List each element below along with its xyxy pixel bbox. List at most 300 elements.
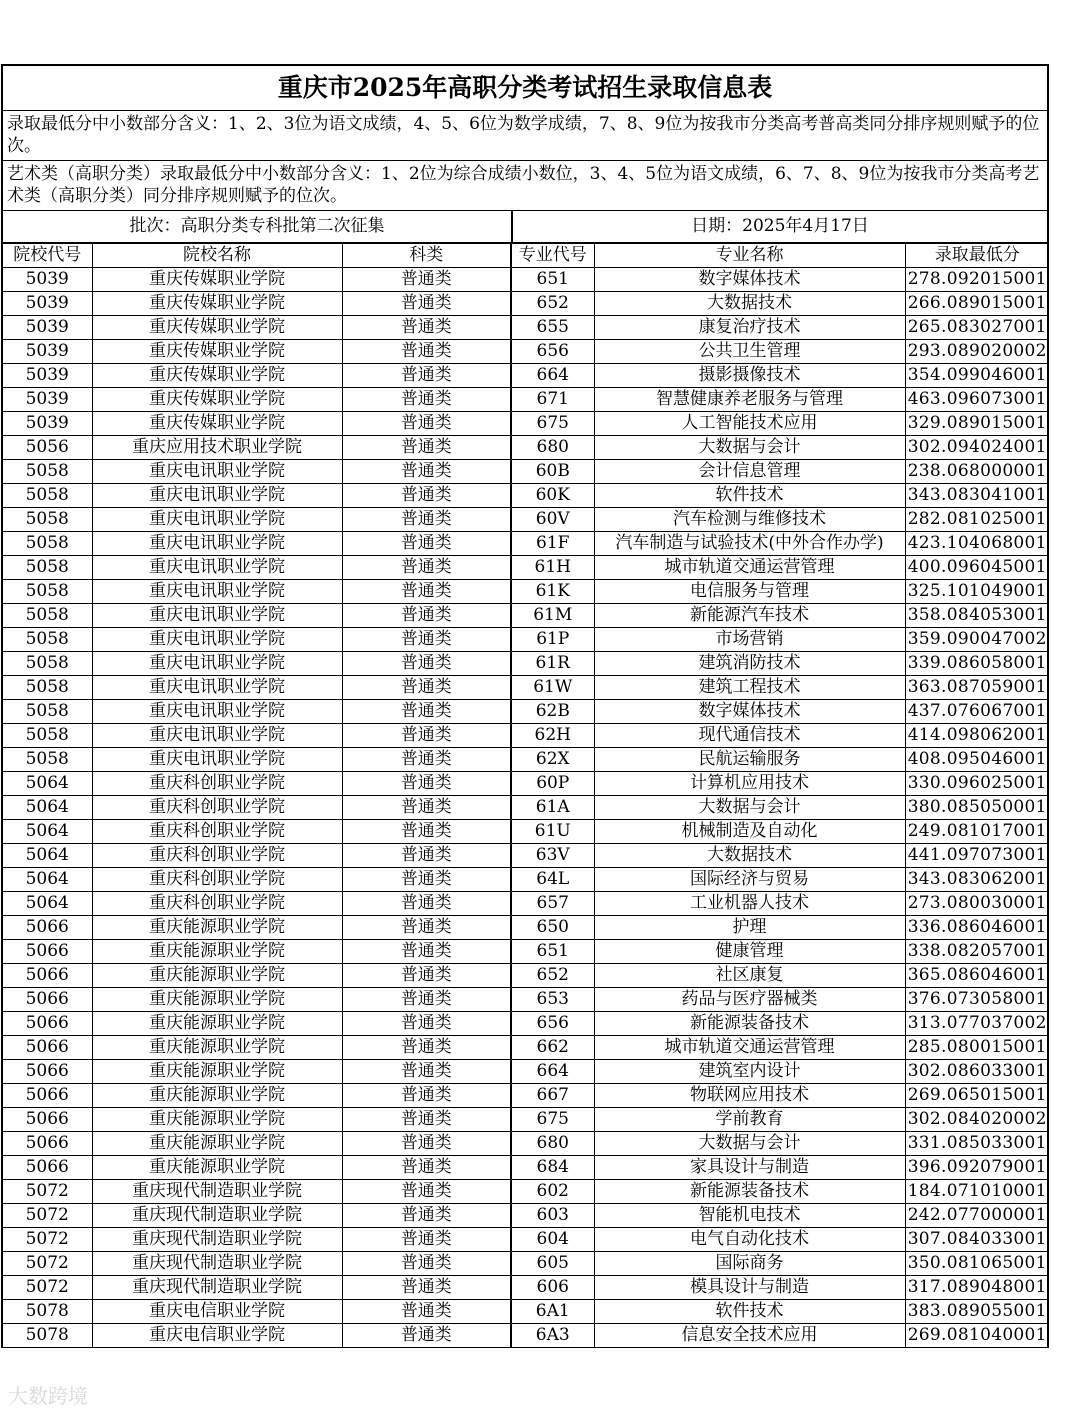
table-row — [3, 1132, 1049, 1156]
cell-major-code: 6A3 — [511, 1324, 594, 1348]
cell-category: 普通类 — [342, 388, 511, 412]
cell-category: 普通类 — [342, 820, 511, 844]
cell-major-name: 建筑工程技术 — [594, 676, 905, 700]
cell-min-score: 339.086058001 — [905, 652, 1049, 676]
cell-major-name: 社区康复 — [594, 964, 905, 988]
cell-major-code: 64L — [511, 868, 594, 892]
table-row — [3, 1276, 1049, 1300]
cell-school-name: 重庆电讯职业学院 — [92, 484, 342, 508]
cell-school-code: 5058 — [3, 676, 92, 700]
cell-school-name: 重庆电讯职业学院 — [92, 580, 342, 604]
table-row — [3, 868, 1049, 892]
cell-major-code: 60V — [511, 508, 594, 532]
admission-table — [3, 243, 1049, 1348]
cell-min-score: 302.086033001 — [905, 1060, 1049, 1084]
cell-min-score: 343.083041001 — [905, 484, 1049, 508]
cell-school-code: 5039 — [3, 292, 92, 316]
cell-category: 普通类 — [342, 556, 511, 580]
cell-min-score: 350.081065001 — [905, 1252, 1049, 1276]
cell-major-name: 护理 — [594, 916, 905, 940]
cell-school-name: 重庆科创职业学院 — [92, 868, 342, 892]
cell-category: 普通类 — [342, 1252, 511, 1276]
cell-category: 普通类 — [342, 364, 511, 388]
cell-school-name: 重庆传媒职业学院 — [92, 316, 342, 340]
cell-category: 普通类 — [342, 964, 511, 988]
table-row — [3, 940, 1049, 964]
cell-min-score: 325.101049001 — [905, 580, 1049, 604]
cell-category: 普通类 — [342, 676, 511, 700]
table-row — [3, 1252, 1049, 1276]
cell-major-code: 61R — [511, 652, 594, 676]
cell-major-name: 数字媒体技术 — [594, 700, 905, 724]
cell-major-code: 606 — [511, 1276, 594, 1300]
cell-min-score: 363.087059001 — [905, 676, 1049, 700]
cell-school-code: 5058 — [3, 748, 92, 772]
cell-min-score: 307.084033001 — [905, 1228, 1049, 1252]
cell-school-name: 重庆电讯职业学院 — [92, 556, 342, 580]
cell-category: 普通类 — [342, 604, 511, 628]
table-row — [3, 364, 1049, 388]
cell-major-code: 61U — [511, 820, 594, 844]
cell-min-score: 354.099046001 — [905, 364, 1049, 388]
cell-school-name: 重庆科创职业学院 — [92, 772, 342, 796]
cell-school-code: 5066 — [3, 964, 92, 988]
cell-category: 普通类 — [342, 1180, 511, 1204]
cell-min-score: 302.084020002 — [905, 1108, 1049, 1132]
table-row — [3, 1324, 1049, 1348]
cell-school-code: 5058 — [3, 652, 92, 676]
table-row — [3, 1156, 1049, 1180]
cell-category: 普通类 — [342, 796, 511, 820]
cell-category: 普通类 — [342, 436, 511, 460]
table-row — [3, 796, 1049, 820]
cell-school-name: 重庆电讯职业学院 — [92, 460, 342, 484]
cell-major-name: 人工智能技术应用 — [594, 412, 905, 436]
cell-major-name: 大数据与会计 — [594, 796, 905, 820]
cell-school-code: 5039 — [3, 316, 92, 340]
cell-school-name: 重庆电信职业学院 — [92, 1300, 342, 1324]
cell-school-code: 5066 — [3, 1060, 92, 1084]
cell-major-name: 国际经济与贸易 — [594, 868, 905, 892]
cell-school-name: 重庆现代制造职业学院 — [92, 1252, 342, 1276]
cell-school-code: 5058 — [3, 532, 92, 556]
cell-min-score: 343.083062001 — [905, 868, 1049, 892]
table-row — [3, 964, 1049, 988]
cell-major-name: 公共卫生管理 — [594, 340, 905, 364]
table-row — [3, 292, 1049, 316]
cell-school-code: 5078 — [3, 1300, 92, 1324]
cell-school-code: 5072 — [3, 1180, 92, 1204]
cell-school-name: 重庆电讯职业学院 — [92, 628, 342, 652]
cell-major-name: 工业机器人技术 — [594, 892, 905, 916]
header-major-name: 专业名称 — [594, 244, 905, 268]
cell-min-score: 358.084053001 — [905, 604, 1049, 628]
cell-school-name: 重庆传媒职业学院 — [92, 292, 342, 316]
cell-school-name: 重庆电讯职业学院 — [92, 508, 342, 532]
cell-major-name: 汽车检测与维修技术 — [594, 508, 905, 532]
table-row — [3, 388, 1049, 412]
cell-major-name: 大数据与会计 — [594, 436, 905, 460]
cell-school-code: 5066 — [3, 916, 92, 940]
cell-school-name: 重庆能源职业学院 — [92, 1156, 342, 1180]
cell-major-name: 会计信息管理 — [594, 460, 905, 484]
cell-major-name: 大数据技术 — [594, 292, 905, 316]
cell-category: 普通类 — [342, 532, 511, 556]
cell-category: 普通类 — [342, 1276, 511, 1300]
cell-category: 普通类 — [342, 892, 511, 916]
table-row — [3, 604, 1049, 628]
cell-min-score: 336.086046001 — [905, 916, 1049, 940]
cell-major-code: 62B — [511, 700, 594, 724]
cell-major-name: 大数据与会计 — [594, 1132, 905, 1156]
cell-major-code: 664 — [511, 364, 594, 388]
cell-category: 普通类 — [342, 652, 511, 676]
cell-school-code: 5066 — [3, 1036, 92, 1060]
cell-category: 普通类 — [342, 844, 511, 868]
table-row — [3, 1036, 1049, 1060]
cell-major-code: 650 — [511, 916, 594, 940]
cell-category: 普通类 — [342, 1036, 511, 1060]
cell-school-code: 5064 — [3, 820, 92, 844]
cell-major-name: 汽车制造与试验技术(中外合作办学) — [594, 532, 905, 556]
cell-school-code: 5058 — [3, 508, 92, 532]
cell-major-name: 现代通信技术 — [594, 724, 905, 748]
table-row — [3, 1084, 1049, 1108]
cell-school-code: 5066 — [3, 988, 92, 1012]
cell-category: 普通类 — [342, 1060, 511, 1084]
cell-major-name: 数字媒体技术 — [594, 268, 905, 292]
cell-min-score: 282.081025001 — [905, 508, 1049, 532]
cell-major-code: 63V — [511, 844, 594, 868]
cell-min-score: 273.080030001 — [905, 892, 1049, 916]
cell-min-score: 285.080015001 — [905, 1036, 1049, 1060]
table-row — [3, 268, 1049, 292]
cell-category: 普通类 — [342, 1300, 511, 1324]
cell-major-code: 664 — [511, 1060, 594, 1084]
cell-min-score: 441.097073001 — [905, 844, 1049, 868]
cell-major-name: 智能机电技术 — [594, 1204, 905, 1228]
cell-school-name: 重庆科创职业学院 — [92, 844, 342, 868]
cell-major-name: 智慧健康养老服务与管理 — [594, 388, 905, 412]
cell-major-code: 61M — [511, 604, 594, 628]
cell-min-score: 396.092079001 — [905, 1156, 1049, 1180]
cell-major-name: 大数据技术 — [594, 844, 905, 868]
table-row — [3, 556, 1049, 580]
cell-category: 普通类 — [342, 1012, 511, 1036]
cell-major-code: 652 — [511, 292, 594, 316]
cell-major-code: 680 — [511, 1132, 594, 1156]
cell-min-score: 437.076067001 — [905, 700, 1049, 724]
cell-major-name: 信息安全技术应用 — [594, 1324, 905, 1348]
cell-min-score: 330.096025001 — [905, 772, 1049, 796]
table-row — [3, 772, 1049, 796]
table-row — [3, 988, 1049, 1012]
cell-min-score: 423.104068001 — [905, 532, 1049, 556]
cell-school-code: 5078 — [3, 1324, 92, 1348]
cell-school-name: 重庆电信职业学院 — [92, 1324, 342, 1348]
cell-major-code: 6A1 — [511, 1300, 594, 1324]
cell-min-score: 278.092015001 — [905, 268, 1049, 292]
cell-school-name: 重庆能源职业学院 — [92, 1108, 342, 1132]
cell-school-code: 5039 — [3, 412, 92, 436]
cell-major-code: 61H — [511, 556, 594, 580]
art-score-note: 艺术类（高职分类）录取最低分中小数部分含义：1、2位为综合成绩小数位，3、4、5位为语文成绩，6、7、8、9位为按我市分类高考艺术类（高职分类）同分排序规则赋予的位次。 — [3, 161, 1047, 211]
cell-min-score: 269.065015001 — [905, 1084, 1049, 1108]
cell-category: 普通类 — [342, 484, 511, 508]
table-row — [3, 436, 1049, 460]
cell-school-code: 5072 — [3, 1204, 92, 1228]
cell-major-code: 604 — [511, 1228, 594, 1252]
cell-min-score: 380.085050001 — [905, 796, 1049, 820]
cell-major-code: 671 — [511, 388, 594, 412]
cell-min-score: 463.096073001 — [905, 388, 1049, 412]
cell-major-name: 新能源汽车技术 — [594, 604, 905, 628]
cell-major-name: 民航运输服务 — [594, 748, 905, 772]
cell-school-code: 5058 — [3, 460, 92, 484]
admission-sheet — [1, 64, 1049, 1348]
cell-school-name: 重庆能源职业学院 — [92, 940, 342, 964]
cell-school-code: 5064 — [3, 844, 92, 868]
cell-school-code: 5039 — [3, 340, 92, 364]
cell-category: 普通类 — [342, 412, 511, 436]
cell-school-code: 5066 — [3, 1108, 92, 1132]
cell-school-code: 5066 — [3, 1012, 92, 1036]
cell-category: 普通类 — [342, 1228, 511, 1252]
cell-major-name: 摄影摄像技术 — [594, 364, 905, 388]
cell-major-code: 651 — [511, 268, 594, 292]
cell-school-name: 重庆传媒职业学院 — [92, 412, 342, 436]
cell-school-name: 重庆能源职业学院 — [92, 1084, 342, 1108]
cell-category: 普通类 — [342, 748, 511, 772]
cell-school-code: 5058 — [3, 580, 92, 604]
cell-school-code: 5072 — [3, 1276, 92, 1300]
score-note: 录取最低分中小数部分含义：1、2、3位为语文成绩，4、5、6位为数学成绩，7、8、9位为按我市分类高考普高类同分排序规则赋予的位次。 — [3, 111, 1047, 161]
table-row — [3, 412, 1049, 436]
cell-min-score: 331.085033001 — [905, 1132, 1049, 1156]
cell-min-score: 265.083027001 — [905, 316, 1049, 340]
cell-school-name: 重庆电讯职业学院 — [92, 604, 342, 628]
cell-category: 普通类 — [342, 1204, 511, 1228]
cell-school-code: 5064 — [3, 892, 92, 916]
table-row — [3, 484, 1049, 508]
cell-major-code: 61A — [511, 796, 594, 820]
cell-school-name: 重庆传媒职业学院 — [92, 268, 342, 292]
cell-category: 普通类 — [342, 988, 511, 1012]
cell-min-score: 293.089020002 — [905, 340, 1049, 364]
cell-category: 普通类 — [342, 940, 511, 964]
cell-category: 普通类 — [342, 1132, 511, 1156]
cell-school-name: 重庆能源职业学院 — [92, 1060, 342, 1084]
cell-major-name: 城市轨道交通运营管理 — [594, 556, 905, 580]
header-school-code: 院校代号 — [3, 244, 92, 268]
table-row — [3, 1012, 1049, 1036]
cell-major-name: 软件技术 — [594, 484, 905, 508]
cell-min-score: 408.095046001 — [905, 748, 1049, 772]
cell-major-name: 康复治疗技术 — [594, 316, 905, 340]
cell-major-code: 603 — [511, 1204, 594, 1228]
cell-school-name: 重庆现代制造职业学院 — [92, 1180, 342, 1204]
cell-school-code: 5058 — [3, 556, 92, 580]
cell-min-score: 329.089015001 — [905, 412, 1049, 436]
cell-min-score: 383.089055001 — [905, 1300, 1049, 1324]
cell-min-score: 376.073058001 — [905, 988, 1049, 1012]
cell-major-code: 662 — [511, 1036, 594, 1060]
cell-category: 普通类 — [342, 1324, 511, 1348]
table-row — [3, 1180, 1049, 1204]
cell-major-code: 60B — [511, 460, 594, 484]
table-body — [3, 244, 1049, 1348]
cell-min-score: 266.089015001 — [905, 292, 1049, 316]
cell-major-code: 61P — [511, 628, 594, 652]
cell-min-score: 238.068000001 — [905, 460, 1049, 484]
table-row — [3, 724, 1049, 748]
table-row — [3, 1108, 1049, 1132]
cell-school-code: 5056 — [3, 436, 92, 460]
table-row — [3, 676, 1049, 700]
date-label: 日期：2025年4月17日 — [691, 216, 869, 236]
table-row — [3, 460, 1049, 484]
table-row — [3, 1228, 1049, 1252]
cell-min-score: 359.090047002 — [905, 628, 1049, 652]
cell-school-name: 重庆能源职业学院 — [92, 988, 342, 1012]
cell-category: 普通类 — [342, 700, 511, 724]
cell-school-name: 重庆能源职业学院 — [92, 1012, 342, 1036]
table-row — [3, 748, 1049, 772]
table-row — [3, 508, 1049, 532]
cell-major-code: 657 — [511, 892, 594, 916]
cell-school-name: 重庆传媒职业学院 — [92, 388, 342, 412]
cell-school-code: 5064 — [3, 868, 92, 892]
table-row — [3, 316, 1049, 340]
cell-category: 普通类 — [342, 868, 511, 892]
table-row — [3, 340, 1049, 364]
cell-major-name: 模具设计与制造 — [594, 1276, 905, 1300]
header-category: 科类 — [342, 244, 511, 268]
cell-major-name: 计算机应用技术 — [594, 772, 905, 796]
table-row — [3, 844, 1049, 868]
cell-major-code: 656 — [511, 340, 594, 364]
cell-major-code: 651 — [511, 940, 594, 964]
watermark-text: 大数跨境 — [8, 1384, 88, 1408]
cell-school-code: 5066 — [3, 940, 92, 964]
cell-min-score: 414.098062001 — [905, 724, 1049, 748]
cell-major-code: 61K — [511, 580, 594, 604]
cell-category: 普通类 — [342, 340, 511, 364]
cell-school-name: 重庆能源职业学院 — [92, 964, 342, 988]
table-row — [3, 1204, 1049, 1228]
cell-major-code: 605 — [511, 1252, 594, 1276]
cell-school-name: 重庆电讯职业学院 — [92, 724, 342, 748]
cell-category: 普通类 — [342, 628, 511, 652]
cell-major-name: 建筑消防技术 — [594, 652, 905, 676]
cell-major-name: 药品与医疗器械类 — [594, 988, 905, 1012]
cell-category: 普通类 — [342, 1156, 511, 1180]
cell-min-score: 249.081017001 — [905, 820, 1049, 844]
cell-school-name: 重庆科创职业学院 — [92, 796, 342, 820]
cell-major-code: 61W — [511, 676, 594, 700]
cell-major-name: 机械制造及自动化 — [594, 820, 905, 844]
cell-major-code: 60K — [511, 484, 594, 508]
batch-info-row — [3, 211, 1047, 243]
cell-category: 普通类 — [342, 268, 511, 292]
cell-major-code: 675 — [511, 1108, 594, 1132]
table-row — [3, 700, 1049, 724]
cell-major-code: 656 — [511, 1012, 594, 1036]
cell-school-name: 重庆能源职业学院 — [92, 1132, 342, 1156]
cell-min-score: 313.077037002 — [905, 1012, 1049, 1036]
cell-min-score: 317.089048001 — [905, 1276, 1049, 1300]
cell-category: 普通类 — [342, 316, 511, 340]
cell-category: 普通类 — [342, 460, 511, 484]
cell-school-code: 5058 — [3, 484, 92, 508]
cell-min-score: 242.077000001 — [905, 1204, 1049, 1228]
cell-major-name: 学前教育 — [594, 1108, 905, 1132]
table-row — [3, 1060, 1049, 1084]
cell-school-code: 5066 — [3, 1132, 92, 1156]
table-row — [3, 892, 1049, 916]
cell-major-code: 61F — [511, 532, 594, 556]
cell-school-code: 5058 — [3, 724, 92, 748]
cell-school-code: 5064 — [3, 796, 92, 820]
cell-major-code: 667 — [511, 1084, 594, 1108]
cell-school-name: 重庆科创职业学院 — [92, 892, 342, 916]
table-row — [3, 580, 1049, 604]
cell-major-code: 680 — [511, 436, 594, 460]
cell-category: 普通类 — [342, 772, 511, 796]
cell-category: 普通类 — [342, 1084, 511, 1108]
cell-school-code: 5039 — [3, 388, 92, 412]
cell-school-name: 重庆传媒职业学院 — [92, 364, 342, 388]
header-major-code: 专业代号 — [511, 244, 594, 268]
cell-school-code: 5064 — [3, 772, 92, 796]
cell-category: 普通类 — [342, 580, 511, 604]
header-row — [3, 244, 1049, 268]
table-row — [3, 532, 1049, 556]
cell-major-code: 684 — [511, 1156, 594, 1180]
table-row — [3, 628, 1049, 652]
cell-category: 普通类 — [342, 292, 511, 316]
page-title: 重庆市2025年高职分类考试招生录取信息表 — [3, 66, 1047, 111]
batch-label: 批次：高职分类专科批第二次征集 — [3, 211, 513, 242]
cell-school-code: 5058 — [3, 628, 92, 652]
cell-major-name: 物联网应用技术 — [594, 1084, 905, 1108]
cell-school-name: 重庆电讯职业学院 — [92, 532, 342, 556]
cell-school-code: 5066 — [3, 1156, 92, 1180]
cell-school-name: 重庆传媒职业学院 — [92, 340, 342, 364]
cell-major-name: 建筑室内设计 — [594, 1060, 905, 1084]
cell-major-code: 60P — [511, 772, 594, 796]
cell-school-name: 重庆能源职业学院 — [92, 916, 342, 940]
table-row — [3, 652, 1049, 676]
cell-major-name: 电气自动化技术 — [594, 1228, 905, 1252]
cell-major-name: 健康管理 — [594, 940, 905, 964]
header-min-score: 录取最低分 — [905, 244, 1049, 268]
cell-school-name: 重庆电讯职业学院 — [92, 700, 342, 724]
cell-school-name: 重庆现代制造职业学院 — [92, 1228, 342, 1252]
cell-school-name: 重庆电讯职业学院 — [92, 676, 342, 700]
header-school-name: 院校名称 — [92, 244, 342, 268]
cell-major-name: 家具设计与制造 — [594, 1156, 905, 1180]
cell-school-code: 5039 — [3, 268, 92, 292]
cell-major-name: 新能源装备技术 — [594, 1180, 905, 1204]
cell-min-score: 338.082057001 — [905, 940, 1049, 964]
cell-school-name: 重庆能源职业学院 — [92, 1036, 342, 1060]
cell-major-code: 653 — [511, 988, 594, 1012]
cell-major-name: 市场营销 — [594, 628, 905, 652]
cell-min-score: 269.081040001 — [905, 1324, 1049, 1348]
cell-school-name: 重庆电讯职业学院 — [92, 748, 342, 772]
table-row — [3, 820, 1049, 844]
